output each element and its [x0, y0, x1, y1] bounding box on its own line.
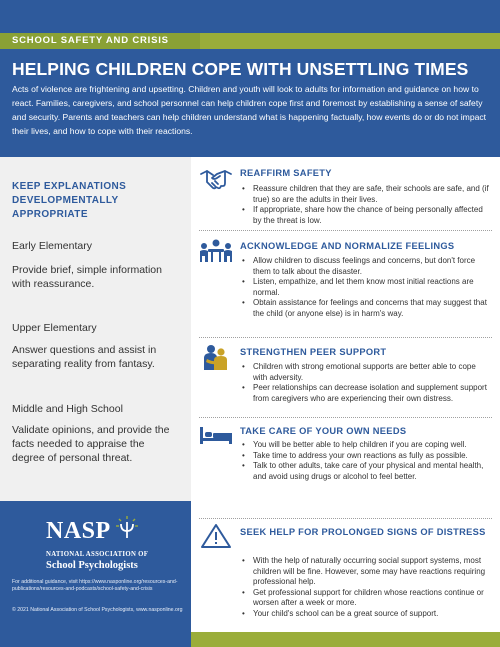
section-bullets-prolonged-distress	[240, 556, 492, 620]
guidance-text: For additional guidance, visit https://www.nasponline.org/resources-and-publications/resources-and-podcasts/school-safety-and-crisis	[12, 579, 178, 592]
copyright-text: © 2021 National Association of School Psychologists, www.nasponline.org	[12, 607, 183, 613]
list-item: • Your child's school can be a great source of support.	[240, 609, 492, 620]
bed-icon	[199, 422, 233, 448]
list-item: • Listen, empathize, and let them know most initial reactions are normal.	[240, 277, 492, 298]
sidebar-heading: KEEP EXPLANATIONS DEVELOPMENTALLY APPROPRIATE	[12, 181, 127, 220]
section-divider	[199, 230, 492, 231]
list-item: • Reassure children that they are safe, their schools are safe, and (if true) so are the adults in their lives.	[240, 184, 492, 205]
group-title-early-elementary: Early Elementary	[12, 240, 92, 252]
group-body-upper-elementary: Answer questions and assist in separating reality from fantasy.	[12, 344, 157, 370]
page-title: HELPING CHILDREN COPE WITH UNSETTLING TIMES	[12, 59, 469, 79]
org-name-sub: School Psychologists	[46, 560, 138, 571]
section-bullets-peer-support	[240, 362, 492, 404]
list-item: • Obtain assistance for feelings and concerns that may suggest that the child (or anyone else) is in harm's way.	[240, 298, 492, 319]
nasp-logo-text: NASP	[46, 518, 111, 544]
list-item: • Take time to address your own reactions as fully as possible.	[240, 451, 492, 462]
handshake-icon	[199, 166, 233, 192]
list-item: • With the help of naturally occurring social support systems, most children will be fine. However, some may have reactions requiring professional help.	[240, 556, 492, 588]
group-body-early-elementary: Provide brief, simple information with reassurance.	[12, 264, 162, 290]
section-divider	[199, 518, 492, 519]
section-divider	[199, 337, 492, 338]
intro-paragraph: Acts of violence are frightening and upsetting. Children and youth will look to adults for information and guidance on how to react. Families, caregivers, and school personnel can help children cope first and foremost by establishing a sense of safety and security. Parents and teachers can help children understand what is happening factually, how events do or do not impact their lives, and how to cope with their reactions.	[12, 84, 487, 136]
group-body-middle-high-school: Validate opinions, and provide the facts needed to appraise the degree of personal threat.	[12, 424, 170, 464]
section-bullets-reaffirm-safety	[240, 184, 492, 226]
section-title-peer-support: STRENGTHEN PEER SUPPORT	[240, 347, 387, 357]
section-bullets-acknowledge-feelings	[240, 256, 492, 320]
section-title-own-needs: TAKE CARE OF YOUR OWN NEEDS	[240, 426, 407, 436]
section-title-prolonged-distress: SEEK HELP FOR PROLONGED SIGNS OF DISTRESS	[240, 527, 486, 537]
nasp-logo	[46, 518, 111, 545]
section-bullets-own-needs	[240, 440, 492, 482]
list-item: • Get professional support for children whose reactions continue or worsen after a week or more.	[240, 588, 492, 609]
list-item: • Peer relationships can decrease isolation and supplement support from caregivers who are experiencing their own distress.	[240, 383, 492, 404]
psi-icon	[114, 514, 140, 540]
group-title-middle-high-school: Middle and High School	[12, 403, 123, 415]
section-title-reaffirm-safety: REAFFIRM SAFETY	[240, 168, 332, 178]
section-title-acknowledge-feelings: ACKNOWLEDGE AND NORMALIZE FEELINGS	[240, 241, 455, 251]
list-item: • If appropriate, share how the chance of being personally affected by the threat is low.	[240, 205, 492, 226]
list-item: • You will be better able to help children if you are coping well.	[240, 440, 492, 451]
category-tag: SCHOOL SAFETY AND CRISIS	[0, 33, 200, 49]
footer-accent-band	[191, 632, 500, 647]
list-item: • Children with strong emotional supports are better able to cope with adversity.	[240, 362, 492, 383]
group-title-upper-elementary: Upper Elementary	[12, 322, 97, 334]
list-item: • Talk to other adults, take care of your physical and mental health, and avoid using drugs or alcohol to feel better.	[240, 461, 492, 482]
peer-support-icon	[199, 344, 233, 370]
org-name-line: NATIONAL ASSOCIATION OF	[46, 551, 149, 558]
section-divider	[199, 417, 492, 418]
list-item: • Allow children to discuss feelings and concerns, but don't force them to talk about the disaster.	[240, 256, 492, 277]
group-discussion-icon	[199, 238, 233, 264]
warning-icon	[199, 523, 233, 549]
